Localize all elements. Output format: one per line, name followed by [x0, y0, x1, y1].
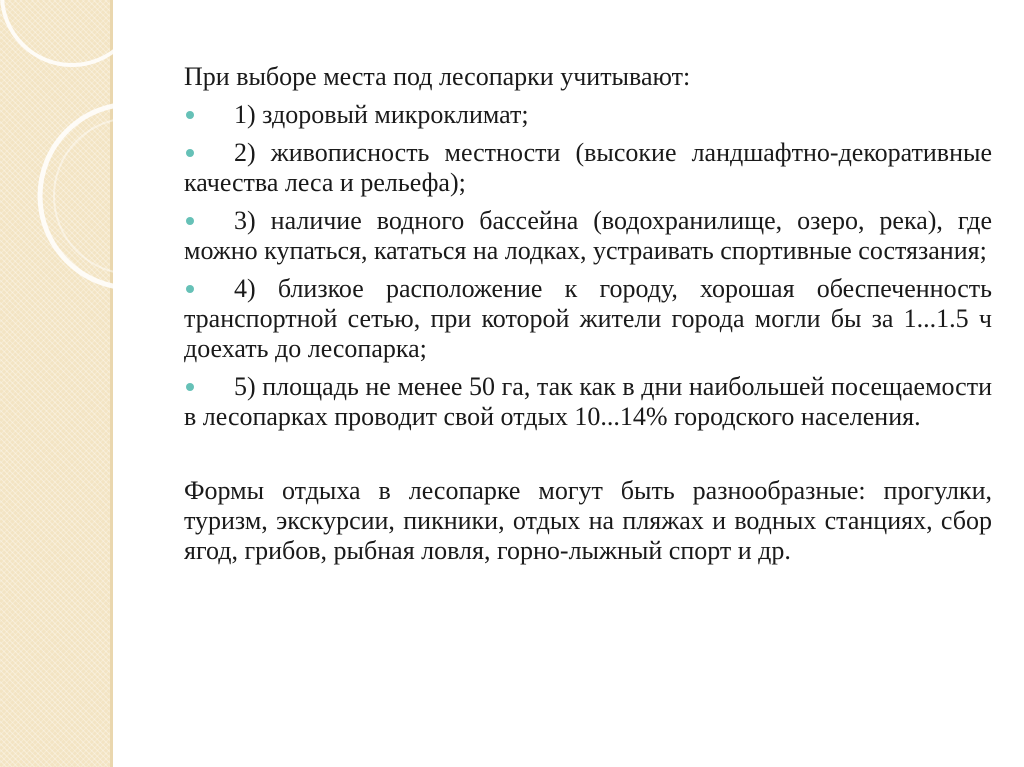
- bullet-item-1: [184, 100, 992, 130]
- slide-heading: При выборе места под лесопарки учитывают:: [184, 62, 691, 91]
- bullet-item-4: [184, 274, 992, 364]
- bullet-number: 5): [234, 372, 256, 401]
- bullet-text: площадь не менее 50 га, так как в дни наибольшей посещаемости в лесопарках проводит свой отдых 10...14% городского населения.: [184, 372, 993, 431]
- bullet-number: 4): [234, 274, 256, 303]
- decorative-circles: [0, 0, 160, 300]
- bullet-number: 1): [234, 100, 256, 129]
- bullet-text: живописность местности (высокие ландшафтно-декоративные качества леса и рельефа);: [184, 138, 992, 197]
- closing-paragraph: Формы отдыха в лесопарке могут быть разнообразные: прогулки, туризм, экскурсии, пикники, отдых на пляжах и водных станциях, сбор ягод, грибов, рыбная ловля, горно-лыжный спорт и др.: [184, 476, 992, 565]
- bullet-list: [184, 100, 992, 432]
- bullet-dot-icon: [186, 285, 194, 293]
- bullet-dot-icon: [186, 149, 194, 157]
- bullet-text: здоровый микроклимат;: [262, 100, 529, 129]
- bullet-text: наличие водного бассейна (водохранилище, озеро, река), где можно купаться, кататься на лодках, устраивать спортивные состязания;: [184, 206, 993, 265]
- bullet-dot-icon: [186, 217, 194, 225]
- decorative-circle-top: [2, 0, 142, 65]
- bullet-text: близкое расположение к городу, хорошая обеспеченность транспортной сетью, при которой жители города могли бы за 1...1.5 ч доехать до лесопарка;: [184, 274, 993, 363]
- bullet-dot-icon: [186, 383, 194, 391]
- bullet-item-5: [184, 372, 992, 432]
- bullet-number: 3): [234, 206, 256, 235]
- bullet-item-2: [184, 138, 992, 198]
- slide-content: [184, 62, 992, 566]
- bullet-dot-icon: [186, 111, 194, 119]
- bullet-item-3: [184, 206, 992, 266]
- bullet-number: 2): [234, 138, 256, 167]
